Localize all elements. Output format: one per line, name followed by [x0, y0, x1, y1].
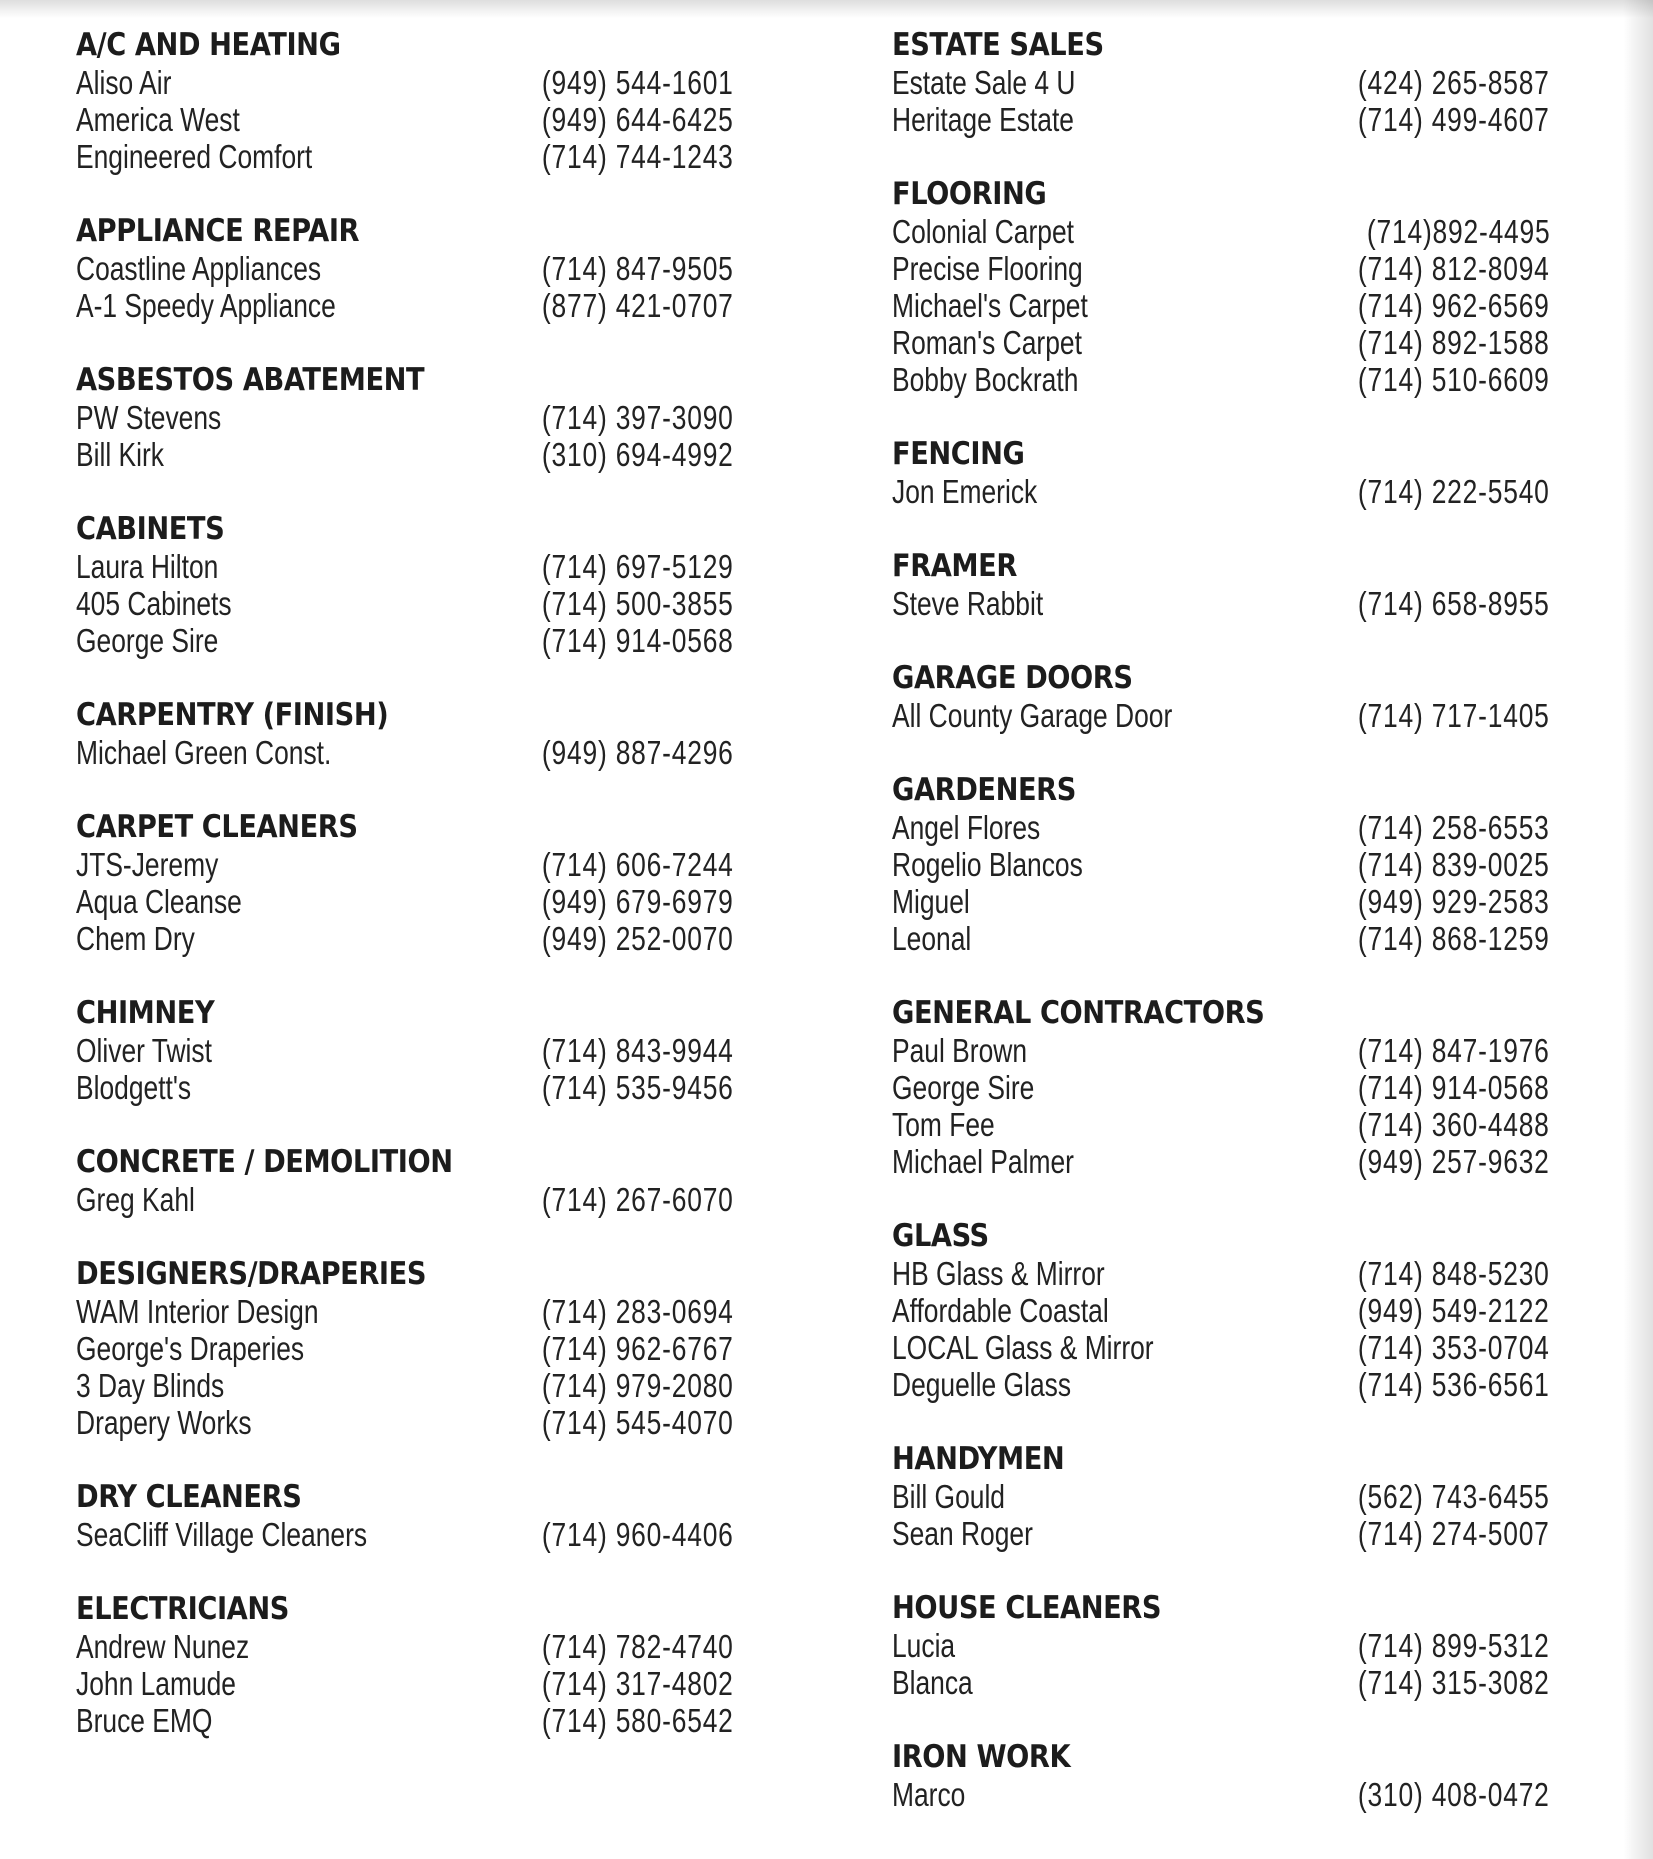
contact-phone: (714) 535-9456	[542, 1069, 734, 1106]
contact-row	[892, 809, 1550, 846]
contact-name: Tom Fee	[892, 1106, 995, 1143]
contact-phone: (714) 606-7244	[542, 846, 734, 883]
category-section-framer	[892, 547, 1550, 622]
contact-phone: (714)892-4495	[1366, 213, 1550, 250]
contact-name: A-1 Speedy Appliance	[76, 287, 336, 324]
contact-row	[892, 1366, 1550, 1403]
contact-name: Greg Kahl	[76, 1181, 195, 1218]
contact-phone: (714) 500-3855	[542, 585, 734, 622]
category-heading: CARPET CLEANERS	[76, 809, 358, 845]
category-section-carpentry-finish	[76, 696, 734, 771]
contact-row	[76, 101, 734, 138]
contact-name: Laura Hilton	[76, 548, 219, 585]
contact-row	[892, 101, 1550, 138]
category-heading: GARAGE DOORS	[892, 660, 1133, 696]
contact-name: Engineered Comfort	[76, 138, 313, 175]
contact-row	[892, 1106, 1550, 1143]
contact-phone: (714) 353-0704	[1358, 1329, 1550, 1366]
contact-row	[76, 1516, 734, 1553]
contact-row	[892, 846, 1550, 883]
contact-name: Lucia	[892, 1627, 956, 1664]
contact-name: Andrew Nunez	[76, 1628, 250, 1665]
category-heading: HOUSE CLEANERS	[892, 1590, 1162, 1626]
contact-row	[76, 846, 734, 883]
contact-phone: (714) 848-5230	[1358, 1255, 1550, 1292]
contact-row	[892, 1776, 1550, 1813]
contact-phone: (714) 847-9505	[542, 250, 734, 287]
contact-phone: (714) 274-5007	[1358, 1515, 1550, 1552]
category-section-garage-doors	[892, 659, 1550, 734]
contact-name: Paul Brown	[892, 1032, 1028, 1069]
contact-phone: (877) 421-0707	[542, 287, 734, 324]
category-heading: FLOORING	[892, 176, 1047, 212]
contact-name: Steve Rabbit	[892, 585, 1044, 622]
contact-phone: (714) 360-4488	[1358, 1106, 1550, 1143]
contact-name: Deguelle Glass	[892, 1366, 1072, 1403]
contact-name: Drapery Works	[76, 1404, 252, 1441]
contact-phone: (714) 899-5312	[1358, 1627, 1550, 1664]
contact-phone: (949) 544-1601	[542, 64, 734, 101]
category-heading: CABINETS	[76, 511, 225, 547]
contact-phone: (949) 929-2583	[1358, 883, 1550, 920]
contact-name: Miguel	[892, 883, 970, 920]
category-section-appliance-repair	[76, 212, 734, 324]
contact-phone: (714) 580-6542	[542, 1702, 734, 1739]
category-heading: CARPENTRY (FINISH)	[76, 697, 389, 733]
contact-phone: (714) 717-1405	[1358, 697, 1550, 734]
contact-name: Aqua Cleanse	[76, 883, 242, 920]
category-heading: GENERAL CONTRACTORS	[892, 995, 1265, 1031]
contact-row	[76, 1330, 734, 1367]
contact-name: Blanca	[892, 1664, 973, 1701]
contact-row	[892, 1478, 1550, 1515]
contact-phone: (714) 960-4406	[542, 1516, 734, 1553]
contact-phone: (714) 847-1976	[1358, 1032, 1550, 1069]
contact-name: Estate Sale 4 U	[892, 64, 1076, 101]
category-section-estate-sales	[892, 26, 1550, 138]
contact-row	[892, 287, 1550, 324]
contact-phone: (714) 839-0025	[1358, 846, 1550, 883]
category-section-asbestos-abatement	[76, 361, 734, 473]
contact-row	[76, 1069, 734, 1106]
contact-row	[892, 250, 1550, 287]
category-heading: HANDYMEN	[892, 1441, 1065, 1477]
contact-name: Rogelio Blancos	[892, 846, 1083, 883]
contact-name: Oliver Twist	[76, 1032, 212, 1069]
contact-phone: (714) 914-0568	[542, 622, 734, 659]
contact-name: Precise Flooring	[892, 250, 1083, 287]
contact-row	[892, 1032, 1550, 1069]
contact-row	[892, 585, 1550, 622]
category-section-fencing	[892, 435, 1550, 510]
contact-phone: (562) 743-6455	[1358, 1478, 1550, 1515]
category-heading: GARDENERS	[892, 772, 1076, 808]
contact-row	[76, 138, 734, 175]
contact-phone: (714) 258-6553	[1358, 809, 1550, 846]
contact-phone: (714) 267-6070	[542, 1181, 734, 1218]
contact-row	[892, 324, 1550, 361]
contact-row	[892, 1515, 1550, 1552]
contact-phone: (714) 697-5129	[542, 548, 734, 585]
contact-name: John Lamude	[76, 1665, 236, 1702]
contact-row	[76, 287, 734, 324]
contact-name: HB Glass & Mirror	[892, 1255, 1105, 1292]
category-heading: A/C AND HEATING	[76, 27, 341, 63]
contact-row	[892, 361, 1550, 398]
category-section-carpet-cleaners	[76, 808, 734, 957]
contact-name: Coastline Appliances	[76, 250, 322, 287]
category-heading: ASBESTOS ABATEMENT	[76, 362, 425, 398]
contact-phone: (714) 892-1588	[1358, 324, 1550, 361]
contact-name: Sean Roger	[892, 1515, 1033, 1552]
contact-row	[76, 250, 734, 287]
contact-phone: (714) 315-3082	[1358, 1664, 1550, 1701]
contact-phone: (310) 694-4992	[542, 436, 734, 473]
category-section-glass	[892, 1217, 1550, 1403]
contact-name: Affordable Coastal	[892, 1292, 1109, 1329]
contact-row	[892, 213, 1550, 250]
contact-name: Roman's Carpet	[892, 324, 1082, 361]
contact-phone: (949) 257-9632	[1358, 1143, 1550, 1180]
category-heading: ELECTRICIANS	[76, 1591, 289, 1627]
contact-name: George's Draperies	[76, 1330, 305, 1367]
contact-phone: (949) 549-2122	[1358, 1292, 1550, 1329]
contact-row	[76, 1702, 734, 1739]
category-section-iron-work	[892, 1738, 1550, 1813]
page-top-shadow	[0, 0, 1653, 18]
contact-row	[892, 1069, 1550, 1106]
contact-row	[76, 883, 734, 920]
contact-row	[76, 920, 734, 957]
contact-row	[76, 64, 734, 101]
category-heading: FRAMER	[892, 548, 1017, 584]
contact-row	[76, 1032, 734, 1069]
contact-phone: (949) 252-0070	[542, 920, 734, 957]
category-section-a-c-and-heating	[76, 26, 734, 175]
category-heading: ESTATE SALES	[892, 27, 1104, 63]
contact-phone: (714) 317-4802	[542, 1665, 734, 1702]
contact-phone: (949) 644-6425	[542, 101, 734, 138]
contact-name: Bill Kirk	[76, 436, 165, 473]
category-heading: CONCRETE / DEMOLITION	[76, 1144, 453, 1180]
contact-name: SeaCliff Village Cleaners	[76, 1516, 368, 1553]
contact-name: Michael Palmer	[892, 1143, 1074, 1180]
category-heading: FENCING	[892, 436, 1025, 472]
contact-phone: (714) 222-5540	[1358, 473, 1550, 510]
contact-name: America West	[76, 101, 240, 138]
category-section-chimney	[76, 994, 734, 1106]
contact-phone: (714) 868-1259	[1358, 920, 1550, 957]
contact-name: George Sire	[892, 1069, 1035, 1106]
contact-name: WAM Interior Design	[76, 1293, 319, 1330]
contact-row	[892, 473, 1550, 510]
contact-row	[892, 1329, 1550, 1366]
contact-row	[892, 697, 1550, 734]
category-heading: GLASS	[892, 1218, 989, 1254]
contact-name: PW Stevens	[76, 399, 222, 436]
contact-row	[76, 1293, 734, 1330]
category-section-house-cleaners	[892, 1589, 1550, 1701]
contact-phone: (714) 499-4607	[1358, 101, 1550, 138]
contact-name: Heritage Estate	[892, 101, 1074, 138]
contact-row	[892, 1664, 1550, 1701]
contact-phone: (949) 679-6979	[542, 883, 734, 920]
category-section-electricians	[76, 1590, 734, 1739]
contact-name: Bruce EMQ	[76, 1702, 213, 1739]
contact-row	[76, 1628, 734, 1665]
contact-phone: (714) 962-6767	[542, 1330, 734, 1367]
contact-phone: (714) 979-2080	[542, 1367, 734, 1404]
contact-phone: (714) 397-3090	[542, 399, 734, 436]
category-section-flooring	[892, 175, 1550, 398]
contact-name: Blodgett's	[76, 1069, 192, 1106]
contact-row	[76, 399, 734, 436]
page-right-shadow	[1623, 0, 1653, 1859]
contact-name: Bobby Bockrath	[892, 361, 1079, 398]
contact-row	[76, 585, 734, 622]
category-heading: CHIMNEY	[76, 995, 215, 1031]
contact-name: Jon Emerick	[892, 473, 1038, 510]
contact-name: LOCAL Glass & Mirror	[892, 1329, 1154, 1366]
contact-phone: (714) 658-8955	[1358, 585, 1550, 622]
category-section-general-contractors	[892, 994, 1550, 1180]
contact-name: All County Garage Door	[892, 697, 1173, 734]
contact-row	[76, 1367, 734, 1404]
contact-row	[76, 734, 734, 771]
directory-column-right	[892, 26, 1550, 1850]
contact-row	[892, 1143, 1550, 1180]
contact-name: Aliso Air	[76, 64, 172, 101]
category-section-cabinets	[76, 510, 734, 659]
category-heading: IRON WORK	[892, 1739, 1071, 1775]
contact-row	[892, 64, 1550, 101]
contact-phone: (714) 782-4740	[542, 1628, 734, 1665]
contact-name: Colonial Carpet	[892, 213, 1074, 250]
contact-row	[892, 1255, 1550, 1292]
contact-name: Bill Gould	[892, 1478, 1005, 1515]
contact-row	[76, 1404, 734, 1441]
contact-row	[76, 436, 734, 473]
contact-row	[892, 1627, 1550, 1664]
category-section-dry-cleaners	[76, 1478, 734, 1553]
contact-name: 3 Day Blinds	[76, 1367, 225, 1404]
contact-row	[76, 1665, 734, 1702]
category-section-handymen	[892, 1440, 1550, 1552]
contact-phone: (714) 843-9944	[542, 1032, 734, 1069]
contact-name: Michael's Carpet	[892, 287, 1088, 324]
contact-phone: (714) 962-6569	[1358, 287, 1550, 324]
contact-name: Marco	[892, 1776, 966, 1813]
contact-row	[76, 548, 734, 585]
contact-row	[76, 622, 734, 659]
contact-phone: (310) 408-0472	[1358, 1776, 1550, 1813]
contact-phone: (714) 536-6561	[1358, 1366, 1550, 1403]
contact-name: Angel Flores	[892, 809, 1041, 846]
category-heading: DESIGNERS/DRAPERIES	[76, 1256, 427, 1292]
contact-name: Leonal	[892, 920, 972, 957]
contact-row	[892, 1292, 1550, 1329]
contact-name: Michael Green Const.	[76, 734, 332, 771]
contact-phone: (714) 914-0568	[1358, 1069, 1550, 1106]
contact-name: Chem Dry	[76, 920, 195, 957]
category-heading: APPLIANCE REPAIR	[76, 213, 360, 249]
contact-phone: (714) 283-0694	[542, 1293, 734, 1330]
category-section-designers-draperies	[76, 1255, 734, 1441]
category-section-gardeners	[892, 771, 1550, 957]
contact-name: JTS-Jeremy	[76, 846, 219, 883]
contact-name: 405 Cabinets	[76, 585, 232, 622]
contact-name: George Sire	[76, 622, 219, 659]
directory-column-left	[76, 26, 734, 1776]
contact-phone: (714) 812-8094	[1358, 250, 1550, 287]
contact-row	[76, 1181, 734, 1218]
contact-phone: (714) 744-1243	[542, 138, 734, 175]
contact-phone: (714) 510-6609	[1358, 361, 1550, 398]
category-heading: DRY CLEANERS	[76, 1479, 302, 1515]
contact-row	[892, 920, 1550, 957]
contact-phone: (424) 265-8587	[1358, 64, 1550, 101]
contact-phone: (949) 887-4296	[542, 734, 734, 771]
contact-phone: (714) 545-4070	[542, 1404, 734, 1441]
contact-row	[892, 883, 1550, 920]
category-section-concrete-demolition	[76, 1143, 734, 1218]
